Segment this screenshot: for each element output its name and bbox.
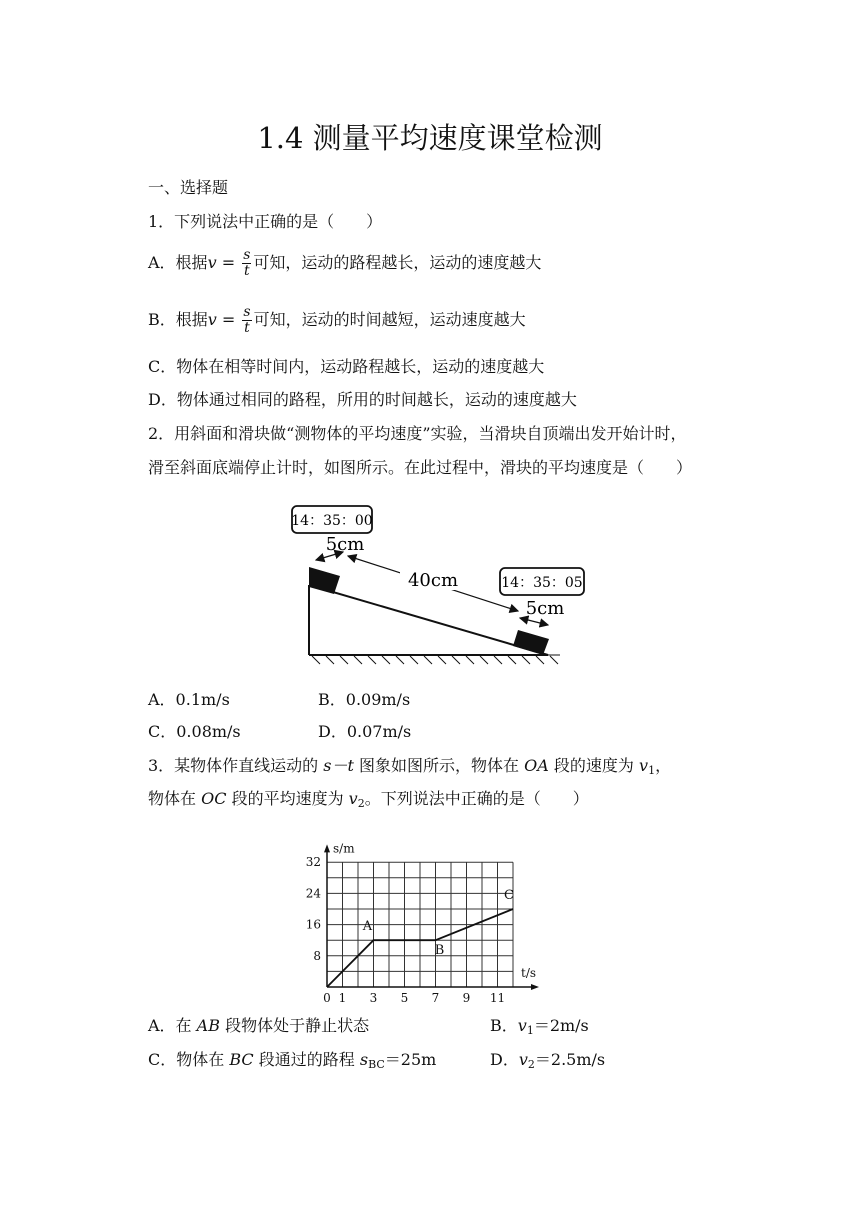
x-tick-label: 11: [489, 991, 506, 1005]
y-axis-label: s/m: [333, 841, 355, 856]
q1-a-prefix: A．根据: [148, 253, 208, 272]
x-tick-label: 0: [323, 991, 331, 1005]
q3-c-sub: BC: [368, 1058, 385, 1071]
q3-text: 图象如图所示，物体在: [359, 756, 520, 775]
formula-denominator: t: [244, 320, 250, 336]
q2-stem-line2: 滑至斜面底端停止计时，如图所示。在此过程中，滑块的平均速度是（ ）: [148, 458, 693, 477]
q2-option-a: A．0.1m/s: [148, 690, 230, 709]
q3-b-value: ＝2m/s: [533, 1016, 589, 1035]
point-label-a: A: [362, 919, 373, 935]
q1-stem: 1．下列说法中正确的是（ ）: [148, 212, 383, 231]
q1-b-prefix: B．根据: [148, 310, 208, 329]
formula-v: v: [207, 253, 217, 272]
formula-numerator: s: [243, 304, 251, 320]
q1-option-d: D．物体通过相同的路程，所用的时间越长，运动的速度越大: [148, 390, 577, 409]
formula-numerator: s: [243, 247, 251, 263]
q2-stem-line1: 2．用斜面和滑块做“测物体的平均速度”实验，当滑块自顶端出发开始计时，: [148, 424, 687, 443]
x-tick-label: 7: [431, 991, 440, 1005]
point-label-b: B: [434, 943, 445, 959]
formula-denominator: t: [243, 263, 250, 279]
q3-option-c: [148, 1050, 436, 1075]
x-tick-label: 1: [338, 991, 347, 1005]
label-5cm-bottom: 5cm: [525, 598, 565, 619]
y-axis-arrow: [324, 844, 330, 852]
q1-b-text: 可知，运动的时间越短，运动速度越大: [253, 310, 526, 329]
q3-text: 3．某物体作直线运动的: [148, 756, 319, 775]
formula-eq: =: [216, 310, 241, 329]
formula-eq: =: [216, 253, 241, 272]
q3-text: 段的速度为: [553, 756, 634, 775]
q3-text: 。下列说法中正确的是（ ）: [364, 789, 589, 808]
q3-a-text: A．在: [148, 1016, 192, 1035]
x-axis-label: t/s: [521, 966, 537, 980]
q2-option-d: D．0.07m/s: [318, 722, 412, 741]
q3-v1-symbol: v: [639, 756, 649, 775]
clock-end-text: 14：35：05: [501, 575, 583, 591]
q3-text: 物体在: [148, 789, 197, 808]
q3-oa-symbol: OA: [524, 756, 549, 775]
y-tick-label: 24: [305, 886, 321, 901]
q1-a-text: 可知，运动的路程越长，运动的速度越大: [253, 253, 542, 272]
q1-option-c: C．物体在相等时间内，运动路程越长，运动的速度越大: [148, 357, 545, 376]
x-axis-arrow: [531, 984, 539, 990]
formula-v: v: [207, 310, 217, 329]
x-tick-label: 5: [400, 991, 409, 1005]
y-tick-label: 16: [305, 917, 321, 932]
q3-d-sub: 2: [527, 1058, 535, 1071]
page-title: 1.4 测量平均速度课堂检测: [257, 121, 603, 155]
q3-d-label: D．: [490, 1050, 519, 1069]
q3-text: ，: [655, 756, 672, 775]
q2-option-b: B．0.09m/s: [318, 690, 411, 709]
section-heading: 一、选择题: [148, 178, 229, 197]
q3-option-b: [490, 1016, 589, 1041]
q3-ab-symbol: AB: [196, 1016, 220, 1035]
label-40cm: 40cm: [407, 570, 459, 591]
q3-option-a: [148, 1016, 369, 1036]
q3-a-text: 段物体处于静止状态: [225, 1016, 370, 1035]
q3-v2-symbol: v: [348, 789, 358, 808]
q3-c-value: ＝25m: [384, 1050, 437, 1069]
y-tick-label: 32: [305, 855, 321, 870]
q3-c-text: C．物体在: [148, 1050, 225, 1069]
q3-oc-symbol: OC: [201, 789, 227, 808]
q3-b-var: v: [517, 1016, 527, 1035]
q3-bc-symbol: BC: [229, 1050, 254, 1069]
q3-b-label: B．: [490, 1016, 518, 1035]
q3-st-symbol: s－t: [323, 756, 354, 775]
q3-d-value: ＝2.5m/s: [534, 1050, 606, 1069]
clock-start-text: 14：35：00: [291, 513, 373, 529]
q3-c-text: 段通过的路程: [258, 1050, 355, 1069]
x-tick-label: 3: [369, 991, 378, 1005]
q3-v2-subscript: 2: [357, 797, 365, 810]
q3-b-sub: 1: [526, 1024, 534, 1037]
q3-text: 段的平均速度为: [231, 789, 344, 808]
q3-d-var: v: [518, 1050, 528, 1069]
q3-option-d: [490, 1050, 605, 1075]
label-5cm-top: 5cm: [325, 534, 365, 555]
q3-v1-subscript: 1: [648, 764, 656, 777]
q2-option-c: C．0.08m/s: [148, 722, 241, 741]
point-label-c: C: [504, 888, 514, 903]
x-tick-label: 9: [462, 991, 471, 1005]
y-tick-label: 8: [313, 948, 321, 963]
q3-c-s-symbol: s: [359, 1050, 369, 1069]
